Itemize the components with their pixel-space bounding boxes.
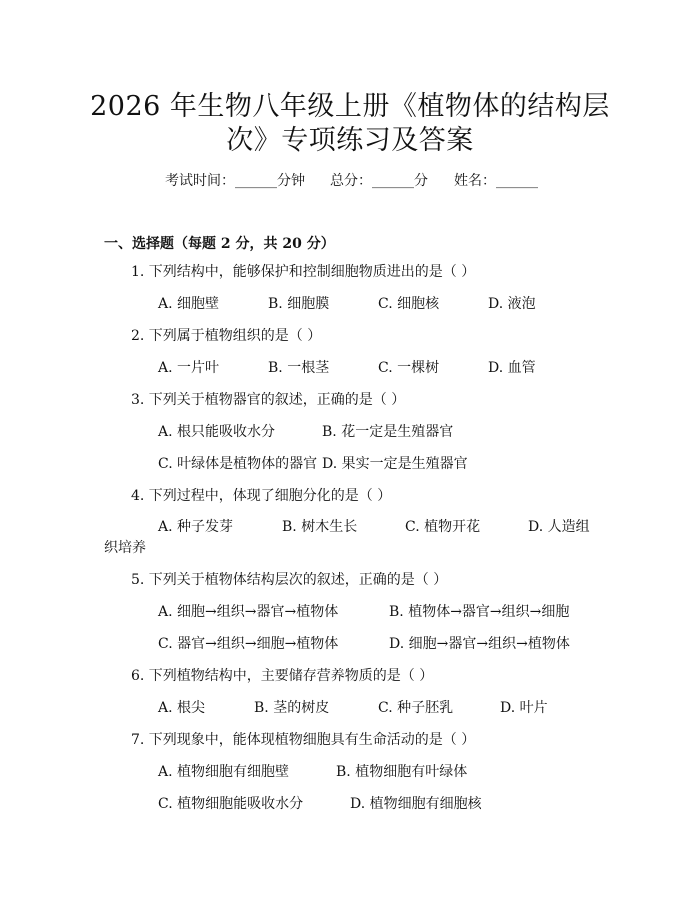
question-stem: 2. 下列属于植物组织的是（ ） <box>131 328 322 344</box>
option-b: B. 一根茎 <box>268 360 330 376</box>
option-b: B. 花一定是生殖器官 <box>322 424 454 440</box>
option-c: C. 器官→组织→细胞→植物体 <box>158 636 339 652</box>
option-c: C. 种子胚乳 <box>378 700 454 716</box>
exam-time-unit: 分钟 <box>277 173 305 189</box>
option-c: C. 植物细胞能吸收水分 <box>158 796 304 812</box>
question-stem: 1. 下列结构中，能够保护和控制细胞物质进出的是（ ） <box>131 264 476 280</box>
option-a: A. 植物细胞有细胞壁 <box>158 764 290 780</box>
option-d: D. 植物细胞有细胞核 <box>350 796 482 812</box>
section-title: 一、选择题（每题 2 分，共 20 分） <box>104 236 335 252</box>
option-d: D. 人造组 <box>528 519 590 535</box>
option-d: D. 细胞→器官→组织→植物体 <box>389 636 570 652</box>
question-stem: 5. 下列关于植物体结构层次的叙述，正确的是（ ） <box>131 572 448 588</box>
option-b: B. 植物细胞有叶绿体 <box>336 764 468 780</box>
option-c: C. 细胞核 <box>378 296 440 312</box>
option-d: D. 果实一定是生殖器官 <box>322 456 468 472</box>
option-a: A. 一片叶 <box>158 360 220 376</box>
exam-time-blank: ______ <box>235 173 277 189</box>
option-d: D. 叶片 <box>500 700 548 716</box>
total-score-field <box>330 170 428 190</box>
option-c: C. 叶绿体是植物体的器官 <box>158 456 318 472</box>
name-field <box>454 170 538 190</box>
question-stem: 3. 下列关于植物器官的叙述，正确的是（ ） <box>131 392 406 408</box>
question-stem: 6. 下列植物结构中，主要储存营养物质的是（ ） <box>131 668 434 684</box>
name-label: 姓名： <box>454 173 496 189</box>
option-c: C. 一棵树 <box>378 360 440 376</box>
total-score-label: 总分： <box>330 173 372 189</box>
option-a: A. 细胞→组织→器官→植物体 <box>158 604 339 620</box>
option-d: D. 血管 <box>488 360 536 376</box>
document-title-line-1: 2026 年生物八年级上册《植物体的结构层 <box>90 91 610 122</box>
total-score-blank: ______ <box>372 173 414 189</box>
exam-time-field <box>165 170 305 190</box>
question-stem: 4. 下列过程中，体现了细胞分化的是（ ） <box>131 488 392 504</box>
option-a: A. 细胞壁 <box>158 296 220 312</box>
option-a: A. 种子发芽 <box>158 519 234 535</box>
option-b: B. 植物体→器官→组织→细胞 <box>389 604 570 620</box>
option-a: A. 根只能吸收水分 <box>158 424 276 440</box>
option-b: B. 树木生长 <box>282 519 358 535</box>
question-stem: 7. 下列现象中，能体现植物细胞具有生命活动的是（ ） <box>131 732 476 748</box>
option-b: B. 细胞膜 <box>268 296 330 312</box>
option-c: C. 植物开花 <box>405 519 481 535</box>
document-title-line-2: 次》专项练习及答案 <box>226 125 474 156</box>
option-a: A. 根尖 <box>158 700 206 716</box>
option-d: D. 液泡 <box>488 296 536 312</box>
total-score-unit: 分 <box>414 173 428 189</box>
name-blank: ______ <box>496 173 538 189</box>
option-b: B. 茎的树皮 <box>254 700 330 716</box>
option-d-wrap: 织培养 <box>104 540 146 556</box>
exam-time-label: 考试时间： <box>165 173 235 189</box>
